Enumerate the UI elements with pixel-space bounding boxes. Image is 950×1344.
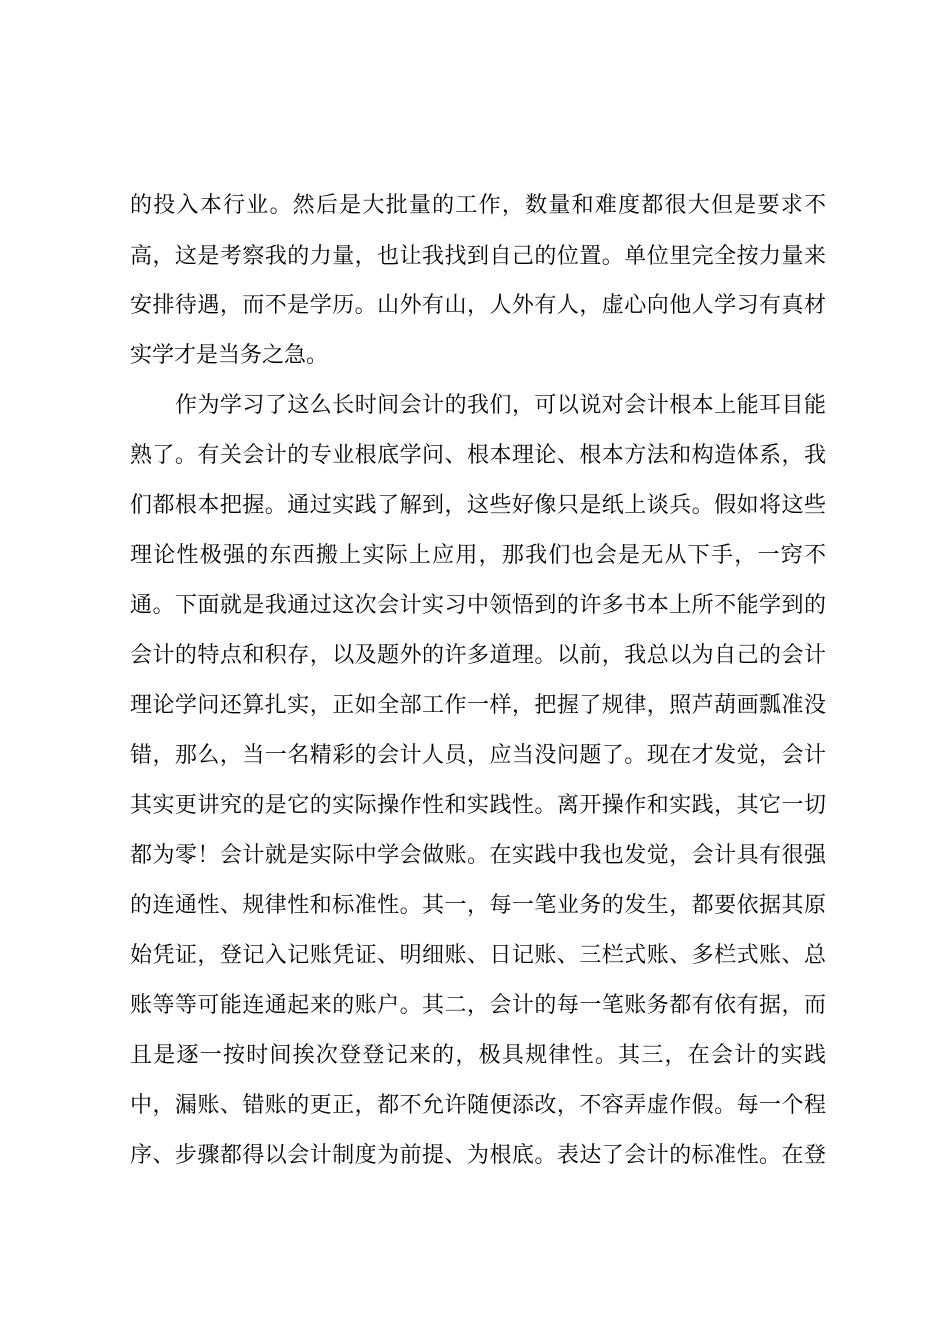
text-line: 账等等可能连通起来的账户。其二，会计的每一笔账务都有依有据，而 xyxy=(130,993,826,1018)
text-line: 安排待遇，而不是学历。山外有山，人外有人，虚心向他人学习有真材 xyxy=(130,293,826,318)
text-line: 理论学问还算扎实，正如全部工作一样，把握了规律，照芦葫画瓢准没 xyxy=(130,693,826,718)
text-line: 始凭证，登记入记账凭证、明细账、日记账、三栏式账、多栏式账、总 xyxy=(130,943,826,968)
text-line: 其实更讲究的是它的实际操作性和实践性。离开操作和实践，其它一切 xyxy=(130,793,826,818)
text-line: 通。下面就是我通过这次会计实习中领悟到的许多书本上所不能学到的 xyxy=(130,593,826,618)
text-line: 作为学习了这么长时间会计的我们，可以说对会计根本上能耳目能 xyxy=(175,393,826,418)
text-line: 实学才是当务之急。 xyxy=(130,343,329,368)
text-line: 高，这是考察我的力量，也让我找到自己的位置。单位里完全按力量来 xyxy=(130,244,826,269)
text-line: 序、步骤都得以会计制度为前提、为根底。表达了会计的标准性。在登 xyxy=(130,1143,826,1168)
text-line: 中，漏账、错账的更正，都不允许随便添改，不容弄虚作假。每一个程 xyxy=(130,1093,826,1118)
text-line: 且是逐一按时间挨次登登记来的，极具规律性。其三，在会计的实践 xyxy=(130,1043,826,1068)
text-line: 的投入本行业。然后是大批量的工作，数量和难度都很大但是要求不 xyxy=(130,193,826,218)
text-line: 理论性极强的东西搬上实际上应用，那我们也会是无从下手，一窍不 xyxy=(130,543,826,568)
text-line: 都为零！会计就是实际中学会做账。在实践中我也发觉，会计具有很强 xyxy=(130,843,826,868)
text-line: 错，那么，当一名精彩的会计人员，应当没问题了。现在才发觉，会计 xyxy=(130,743,826,768)
text-line: 们都根本把握。通过实践了解到，这些好像只是纸上谈兵。假如将这些 xyxy=(130,493,826,518)
text-line: 会计的特点和积存，以及题外的许多道理。以前，我总以为自己的会计 xyxy=(130,643,826,668)
text-line: 的连通性、规律性和标准性。其一，每一笔业务的发生，都要依据其原 xyxy=(130,893,826,918)
text-line: 熟了。有关会计的专业根底学问、根本理论、根本方法和构造体系，我 xyxy=(130,443,826,468)
